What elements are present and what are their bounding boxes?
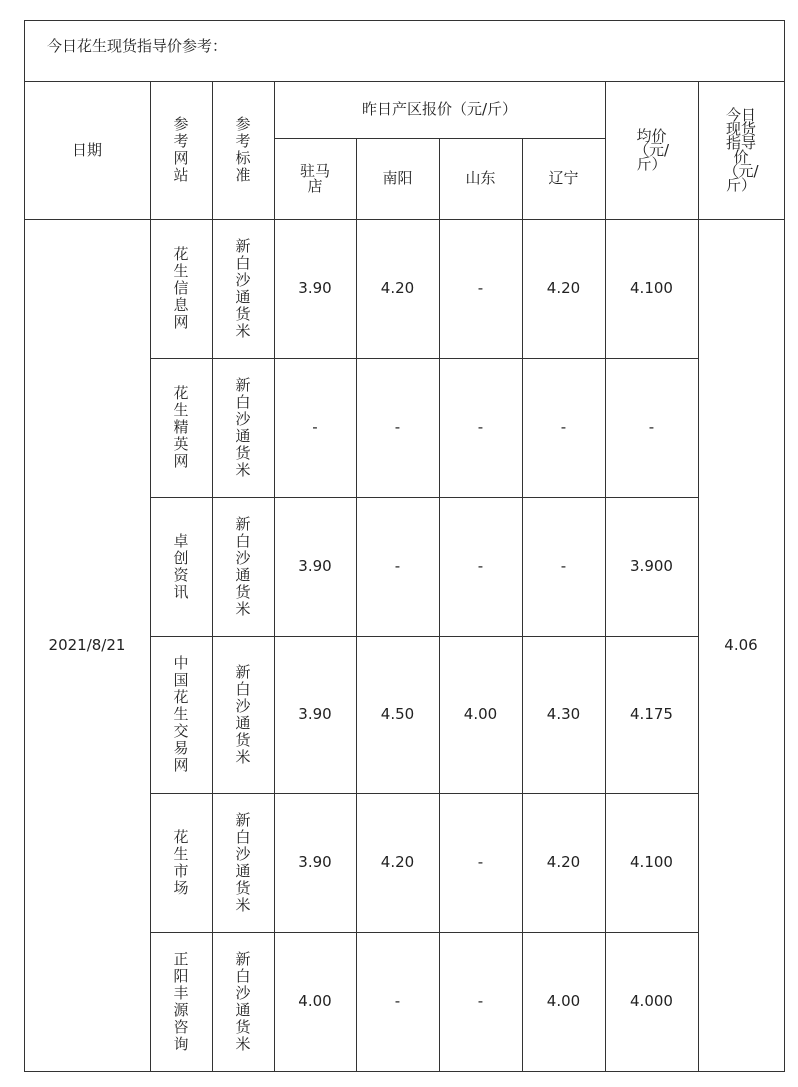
table-cell-value: 4.175 [630, 705, 673, 723]
table-cell-p3 [522, 932, 605, 1071]
table-cell-value: 4.20 [380, 853, 415, 871]
table-cell-value: 中国花生交易网 [173, 654, 189, 774]
table-cell-value: 4.00 [546, 992, 581, 1010]
table-cell-value: - [394, 418, 401, 436]
table-cell-site [150, 219, 212, 358]
table-cell-site [150, 932, 212, 1071]
table-cell-value: - [477, 279, 484, 297]
table-cell-p2 [439, 358, 522, 497]
table-cell-p1 [356, 636, 439, 793]
table-cell-p3 [522, 497, 605, 636]
grid-line [150, 793, 698, 794]
table-cell-value: 卓创资讯 [173, 531, 189, 601]
table-cell-p3 [522, 358, 605, 497]
header-avg-label: 均价（元/斤） [633, 127, 670, 173]
table-cell-p1 [356, 932, 439, 1071]
header-date-label: 日期 [71, 140, 102, 159]
table-cell-p0 [274, 497, 356, 636]
table-cell-standard [212, 358, 274, 497]
table-cell-value: - [560, 557, 567, 575]
grid-line [698, 81, 699, 1071]
header-standard-label: 参考标准 [235, 115, 251, 184]
date-value: 2021/8/21 [48, 635, 126, 654]
table-cell-value: 3.900 [630, 557, 673, 575]
table-cell-value: 4.20 [380, 279, 415, 297]
table-cell-value: 新白沙通货米 [235, 810, 251, 914]
header-region-group-label: 昨日产区报价（元/斤） [361, 100, 518, 118]
grid-line [150, 497, 698, 498]
table-cell-value: 4.100 [630, 853, 673, 871]
table-cell-value: 正阳丰源咨询 [173, 949, 189, 1053]
table-cell-value: 4.00 [463, 705, 498, 723]
table-cell-value: 4.20 [546, 853, 581, 871]
table-cell-standard [212, 636, 274, 793]
table-cell-site [150, 636, 212, 793]
table-cell-avg [605, 497, 698, 636]
guide-price-value: 4.06 [724, 635, 758, 654]
header-site [150, 81, 212, 219]
header-region-zhumadian [274, 138, 356, 219]
table-cell-value: 新白沙通货米 [235, 236, 251, 340]
grid-line [150, 358, 698, 359]
header-guide [698, 81, 784, 219]
table-cell-value: - [477, 557, 484, 575]
table-cell-value: 花生信息网 [173, 245, 189, 331]
grid-line [150, 636, 698, 637]
table-cell-p0 [274, 636, 356, 793]
table-cell-value: - [560, 418, 567, 436]
table-cell-value: - [394, 992, 401, 1010]
table-cell-p0 [274, 358, 356, 497]
table-cell-value: - [477, 853, 484, 871]
table-cell-standard [212, 497, 274, 636]
table-cell-standard [212, 932, 274, 1071]
header-guide-label: 今日现货指导价（元/斤） [723, 106, 759, 194]
table-cell-p2 [439, 793, 522, 932]
table-cell-avg [605, 219, 698, 358]
table-cell-value: 4.000 [630, 992, 673, 1010]
table-cell-value: 4.30 [546, 705, 581, 723]
table-cell-p1 [356, 793, 439, 932]
table-cell-site [150, 358, 212, 497]
table-cell-p1 [356, 219, 439, 358]
header-region-shandong-label: 山东 [465, 169, 496, 187]
guide-price-cell [698, 219, 784, 1071]
table-cell-value: 花生精英网 [173, 384, 189, 470]
table-cell-value: - [477, 992, 484, 1010]
table-cell-avg [605, 793, 698, 932]
table-cell-avg [605, 358, 698, 497]
table-cell-value: 4.100 [630, 279, 673, 297]
table-cell-value: 4.00 [298, 992, 332, 1010]
table-cell-avg [605, 636, 698, 793]
table-cell-value: 花生市场 [173, 827, 189, 897]
grid-line [24, 20, 784, 21]
header-region-liaoning [522, 138, 605, 219]
table-cell-p2 [439, 219, 522, 358]
table-cell-value: 新白沙通货米 [235, 662, 251, 766]
date-cell [24, 219, 150, 1071]
table-cell-avg [605, 932, 698, 1071]
grid-line [150, 932, 698, 933]
table-cell-value: 新白沙通货米 [235, 949, 251, 1053]
table-cell-value: - [648, 418, 655, 436]
grid-line [24, 219, 784, 220]
table-cell-p3 [522, 219, 605, 358]
table-cell-p0 [274, 793, 356, 932]
table-cell-value: 3.90 [298, 705, 332, 723]
table-cell-p3 [522, 793, 605, 932]
table-cell-p2 [439, 932, 522, 1071]
table-cell-p2 [439, 636, 522, 793]
table-cell-p1 [356, 358, 439, 497]
table-cell-p3 [522, 636, 605, 793]
table-cell-p0 [274, 932, 356, 1071]
header-avg [605, 81, 698, 219]
table-cell-p2 [439, 497, 522, 636]
grid-line [605, 81, 606, 1071]
grid-line [212, 81, 213, 1071]
grid-line [24, 20, 25, 1072]
table-cell-value: 新白沙通货米 [235, 375, 251, 479]
table-cell-site [150, 793, 212, 932]
table-cell-value: - [394, 557, 401, 575]
table-cell-p1 [356, 497, 439, 636]
table-cell-standard [212, 219, 274, 358]
table-title: 今日花生现货指导价参考： [47, 37, 228, 55]
table-cell-value: 4.20 [546, 279, 581, 297]
header-region-shandong [439, 138, 522, 219]
header-standard [212, 81, 274, 219]
table-cell-value: - [312, 418, 318, 436]
table-cell-value: - [477, 418, 484, 436]
header-region-nanyang [356, 138, 439, 219]
grid-line [150, 81, 151, 1071]
grid-line [24, 1071, 785, 1072]
table-cell-value: 新白沙通货米 [235, 514, 251, 618]
table-cell-site [150, 497, 212, 636]
header-region-group [274, 81, 605, 138]
table-cell-value: 3.90 [298, 279, 332, 297]
table-cell-value: 4.50 [380, 705, 415, 723]
grid-line [274, 81, 275, 1071]
table-cell-value: 3.90 [298, 557, 332, 575]
grid-line [784, 20, 785, 1072]
header-region-liaoning-label: 辽宁 [548, 169, 579, 187]
table-cell-value: 3.90 [298, 853, 332, 871]
header-date [24, 81, 150, 219]
table-cell-standard [212, 793, 274, 932]
header-region-nanyang-label: 南阳 [382, 169, 413, 187]
header-region-zhumadian-label: 驻马店 [299, 161, 330, 195]
grid-line [24, 81, 784, 82]
header-site-label: 参考网站 [173, 115, 189, 184]
table-cell-p0 [274, 219, 356, 358]
